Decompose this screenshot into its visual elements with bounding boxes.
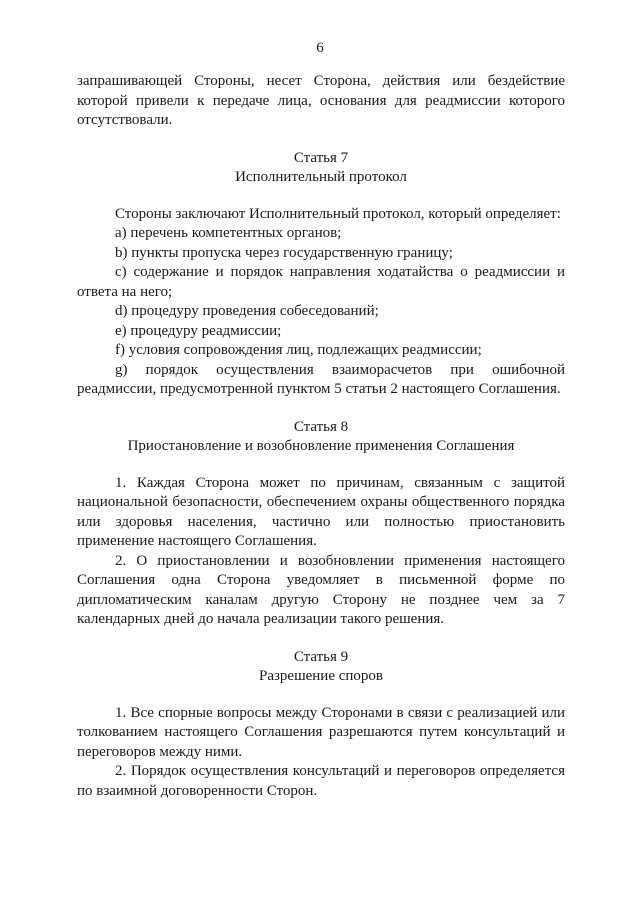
article-9-heading (77, 648, 565, 687)
article-title: Исполнительный протокол (235, 169, 407, 185)
list-item: d) процедуру проведения собеседований; (115, 303, 379, 319)
article-8-heading (77, 418, 565, 457)
list-item: a) перечень компетентных органов; (115, 225, 342, 241)
article-number: Статья 7 (293, 149, 349, 166)
article-paragraph: Стороны заключают Исполнительный протокол, который определяет: (115, 205, 561, 222)
article-7-heading (77, 149, 565, 188)
list-item: g) порядок осуществления взаиморасчетов при ошибочной реадмиссии, предусмотренной пунктом 5 статьи 2 настоящего Соглашения. (77, 361, 565, 397)
article-paragraph: 2. Порядок осуществления консультаций и переговоров определяется по взаимной договоренности Сторон. (77, 763, 565, 799)
list-item: b) пункты пропуска через государственную границу; (115, 244, 453, 261)
list-item: e) процедуру реадмиссии; (115, 322, 282, 339)
article-paragraph: 1. Все спорные вопросы между Сторонами в связи с реализацией или толкованием настоящего Соглашения разрешаются путем консультаций и переговоров между ними. (77, 704, 565, 760)
article-number: Статья 8 (293, 418, 349, 435)
article-number: Статья 9 (293, 648, 349, 665)
article-paragraph: 1. Каждая Сторона может по причинам, связанным с защитой национальной безопасности, обеспечением охраны общественного порядка или здоровья населения, частично или полностью приостановить применение настоящего Соглашения. (77, 474, 565, 549)
article-title: Разрешение споров (258, 668, 384, 684)
page-number: 6 (316, 40, 324, 56)
continuation-paragraph: запрашивающей Стороны, несет Сторона, действия или бездействие которой привели к передаче лица, основания для реадмиссии которого отсутствовали. (77, 73, 565, 128)
article-paragraph: 2. О приостановлении и возобновлении применения настоящего Соглашения одна Сторона уведомляет в письменной форме по дипломатическим каналам другую Сторону не позднее чем за 7 календарных дней до начала реализации такого решения. (77, 552, 565, 627)
list-item: f) условия сопровождения лиц, подлежащих реадмиссии; (115, 342, 482, 358)
document-body (77, 72, 565, 801)
list-item: c) содержание и порядок направления ходатайства о реадмиссии и ответа на него; (77, 264, 565, 300)
article-title: Приостановление и возобновление применения Соглашения (127, 438, 515, 454)
